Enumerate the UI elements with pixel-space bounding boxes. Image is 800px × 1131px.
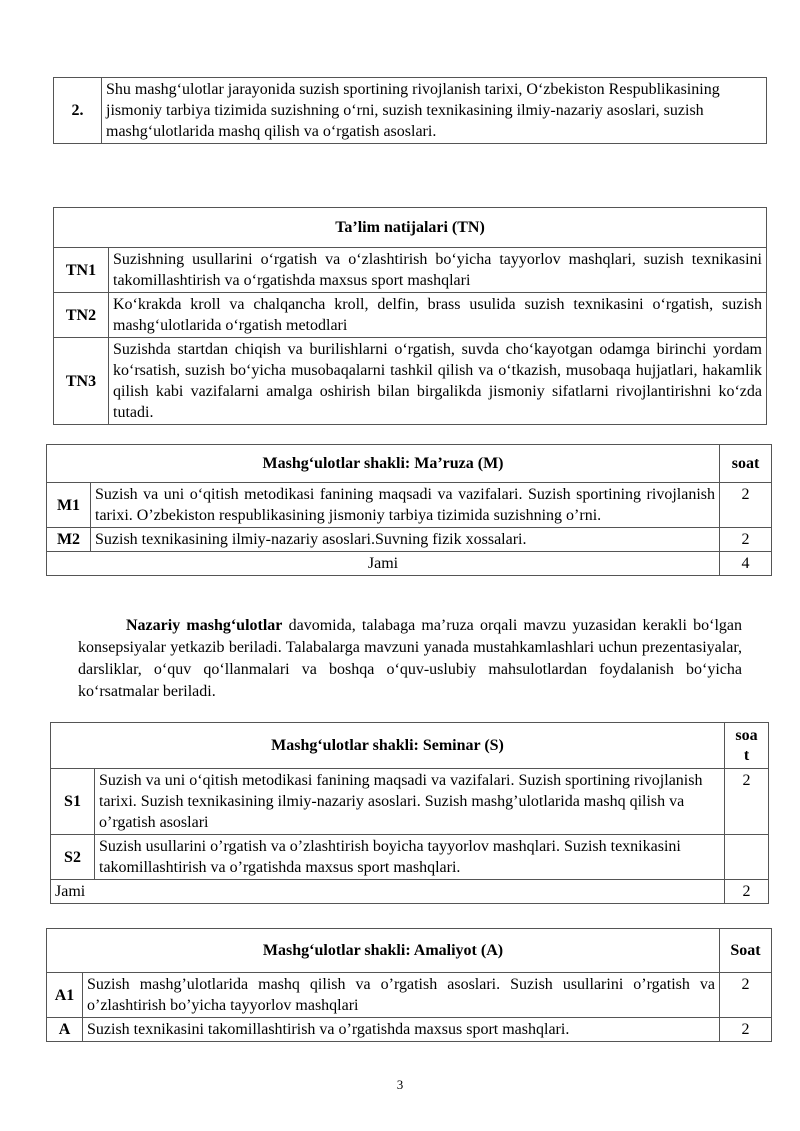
practical-code: A: [47, 1018, 83, 1042]
table-row: [51, 769, 769, 835]
theory-paragraph: [78, 615, 742, 703]
practical-text: Suzish texnikasini takomillashtirish va o’rgatishda maxsus sport mashqlari.: [83, 1018, 720, 1042]
lecture-text: Suzish texnikasining ilmiy-nazariy asoslari.Suvning fizik xossalari.: [91, 528, 720, 552]
paragraph-text: davomida, talabaga ma’ruza orqali mavzu yuzasidan kerakli bo‘lgan konsepsiyalar yetkazib beriladi. Talabalarga mavzuni yanada mustahkamlashlari uchun prezentasiyalar, darsliklar, o‘quv qo‘llanmalari va boshqa o‘quv-uslubiy mahsulotlardan foydalanish bo‘yicha ko‘rsatmalar beriladi.: [78, 617, 743, 700]
table-row: [51, 835, 769, 880]
outcome-text: Ko‘krakda kroll va chalqancha kroll, delfin, brass usulida suzish texnikasini o‘rgatish, suzish mashg‘ulotlarida o‘rgatish metodlari: [109, 293, 767, 338]
outcome-text: Suzishda startdan chiqish va burilishlarni o‘rgatish, suvda cho‘kayotgan odamga birinchi yordam ko‘rsatish, suzish bo‘yicha musobaqalarni tashkil qilish va o‘tkazish, musobaqa hujjatlari, hakamlik qilish kabi vazifalarni amalga oshirish bilan birgalikda jismoniy sifatlarni rivojlantirishni ko‘zda tutadi.: [109, 338, 767, 425]
seminar-text: Suzish usullarini o’rgatish va o’zlashtirish boyicha tayyorlov mashqlari. Suzish texnikasini takomillashtirish va o’rgatishda maxsus sport mashqlari.: [95, 835, 725, 880]
table-row: [54, 78, 767, 144]
row-text: Shu mashg‘ulotlar jarayonida suzish sportining rivojlanish tarixi, O‘zbekiston Respublikasining jismoniy tarbiya tizimida suzishning o‘rni, suzish texnikasining ilmiy-nazariy asoslari, suzish mashg‘ulotlarida mashq qilish va o‘rgatish asoslari.: [102, 78, 767, 144]
practical-code: A1: [47, 973, 83, 1018]
seminar-title: Mashg‘ulotlar shakli: Seminar (S): [51, 723, 725, 769]
outcome-code: TN1: [54, 248, 109, 293]
lecture-code: M1: [47, 483, 91, 528]
hours-header: Soat: [720, 929, 772, 973]
table-header-row: [47, 929, 772, 973]
seminar-table: [50, 722, 769, 904]
hours-header: soat: [725, 723, 769, 769]
practical-text: Suzish mashg’ulotlarida mashq qilish va o’rgatish asoslari. Suzish usullarini o’rgatish va o’zlashtirish bo’yicha tayyorlov mashqlari: [83, 973, 720, 1018]
row-number: 2.: [54, 78, 102, 144]
lecture-hours: 2: [720, 528, 772, 552]
paragraph-bold-term: Nazariy mashg‘ulotlar: [126, 617, 283, 634]
table-total-row: [47, 552, 772, 576]
total-label: Jami: [51, 880, 725, 904]
outcome-code: TN2: [54, 293, 109, 338]
practical-hours: 2: [720, 1018, 772, 1042]
table-header-row: [51, 723, 769, 769]
lecture-hours: 2: [720, 483, 772, 528]
seminar-hours: 2: [725, 769, 769, 835]
practical-table: [46, 928, 772, 1042]
seminar-code: S2: [51, 835, 95, 880]
lecture-text: Suzish va uni o‘qitish metodikasi fanining maqsadi va vazifalari. Suzish sportining rivojlanish tarixi. O’zbekiston respublikasining jismoniy tarbiya tizimida suzishning o’rni.: [91, 483, 720, 528]
seminar-hours: [725, 835, 769, 880]
table-row: [54, 338, 767, 425]
outcomes-title: Ta’lim natijalari (TN): [54, 208, 767, 248]
table-row: [54, 248, 767, 293]
total-hours: 4: [720, 552, 772, 576]
table-row: [47, 1018, 772, 1042]
outcome-text: Suzishning usullarini o‘rgatish va o‘zlashtirish bo‘yicha tayyorlov mashqlari, suzish texnikasini takomillashtirish va o‘rgatishda maxsus sport mashqlari: [109, 248, 767, 293]
table-header-row: [47, 445, 772, 483]
total-label: Jami: [47, 552, 720, 576]
learning-outcomes-table: [53, 207, 767, 425]
practical-title: Mashg‘ulotlar shakli: Amaliyot (A): [47, 929, 720, 973]
lecture-table: [46, 444, 772, 576]
hours-header: soat: [720, 445, 772, 483]
table-row: [54, 293, 767, 338]
table-header-row: [54, 208, 767, 248]
table-row: [47, 483, 772, 528]
seminar-text: Suzish va uni o‘qitish metodikasi fanining maqsadi va vazifalari. Suzish sportining rivojlanish tarixi. Suzish texnikasining ilmiy-nazariy asoslari. Suzish mashg’ulotlarida mashq qilish va o’rgatish asoslari: [95, 769, 725, 835]
practical-hours: 2: [720, 973, 772, 1018]
outcome-code: TN3: [54, 338, 109, 425]
lecture-title: Mashg‘ulotlar shakli: Ma’ruza (M): [47, 445, 720, 483]
seminar-code: S1: [51, 769, 95, 835]
lecture-code: M2: [47, 528, 91, 552]
table-row: [47, 973, 772, 1018]
table-row: [47, 528, 772, 552]
total-hours: 2: [725, 880, 769, 904]
table-total-row: [51, 880, 769, 904]
page-number: 3: [396, 1077, 404, 1092]
top-table: [53, 77, 767, 144]
